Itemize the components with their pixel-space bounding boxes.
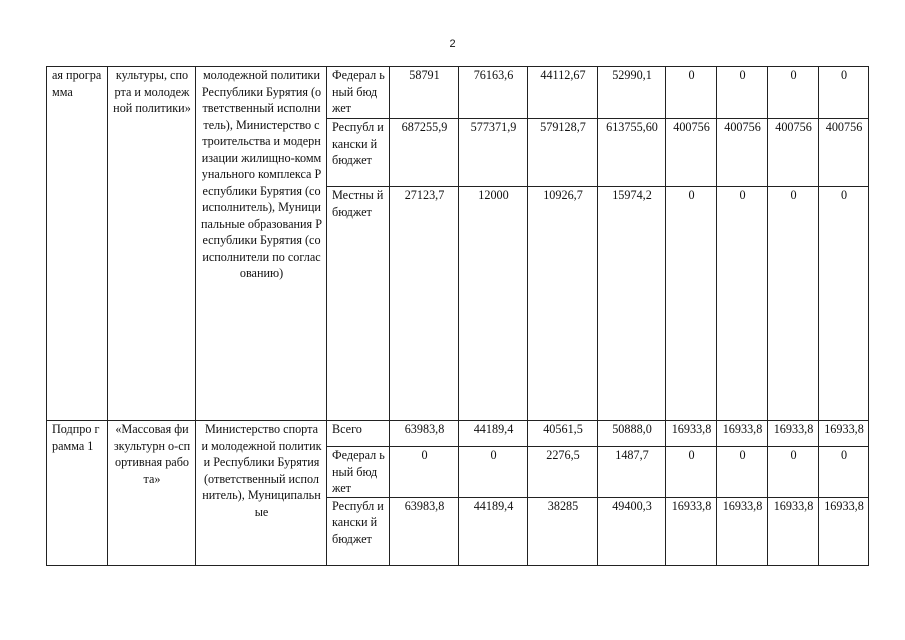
value-cell: 0 [459, 447, 528, 498]
value-cell: 687255,9 [390, 119, 459, 187]
value-cell: 0 [819, 187, 869, 421]
funding-source-cell: Федерал ьный бюджет [327, 67, 390, 119]
value-cell: 0 [666, 187, 717, 421]
table-body [47, 67, 869, 566]
value-cell: 0 [717, 447, 768, 498]
value-cell: 50888,0 [598, 421, 666, 447]
page-number: 2 [449, 38, 456, 50]
value-cell: 38285 [528, 497, 598, 565]
executor-cell: Министерство спорта и молодежной политики Республики Бурятия (ответственный исполнитель), Муниципальные [196, 421, 327, 566]
funding-source-cell: Всего [327, 421, 390, 447]
funding-source-cell: Федерал ьный бюджет [327, 447, 390, 498]
value-cell: 52990,1 [598, 67, 666, 119]
value-cell: 2276,5 [528, 447, 598, 498]
executor-cell: молодежной политики Республики Бурятия (ответственный исполнитель), Министерство строительства и модернизации жилищно-коммунального комплекса Республики Бурятия (соисполнитель), Муниципальные образования Республики Бурятия (соисполнители по согласованию) [196, 67, 327, 421]
value-cell: 577371,9 [459, 119, 528, 187]
value-cell: 63983,8 [390, 421, 459, 447]
value-cell: 76163,6 [459, 67, 528, 119]
value-cell: 0 [717, 67, 768, 119]
value-cell: 0 [819, 447, 869, 498]
value-cell: 12000 [459, 187, 528, 421]
value-cell: 0 [666, 447, 717, 498]
value-cell: 400756 [768, 119, 819, 187]
value-cell: 15974,2 [598, 187, 666, 421]
value-cell: 10926,7 [528, 187, 598, 421]
value-cell: 58791 [390, 67, 459, 119]
value-cell: 27123,7 [390, 187, 459, 421]
value-cell: 0 [666, 67, 717, 119]
value-cell: 613755,60 [598, 119, 666, 187]
value-cell: 16933,8 [768, 421, 819, 447]
funding-source-cell: Местны й бюджет [327, 187, 390, 421]
title-cell: «Массовая физкультурн о-спортивная работа» [108, 421, 196, 566]
value-cell: 0 [390, 447, 459, 498]
value-cell: 0 [819, 67, 869, 119]
program-cell: Подпро грамма 1 [47, 421, 108, 566]
value-cell: 579128,7 [528, 119, 598, 187]
value-cell: 16933,8 [819, 497, 869, 565]
value-cell: 0 [717, 187, 768, 421]
value-cell: 400756 [819, 119, 869, 187]
value-cell: 400756 [717, 119, 768, 187]
value-cell: 44189,4 [459, 421, 528, 447]
value-cell: 400756 [666, 119, 717, 187]
funding-source-cell: Республ икански й бюджет [327, 119, 390, 187]
value-cell: 16933,8 [819, 421, 869, 447]
table-row [47, 421, 869, 447]
value-cell: 0 [768, 67, 819, 119]
value-cell: 16933,8 [717, 421, 768, 447]
table-row [47, 67, 869, 119]
value-cell: 44112,67 [528, 67, 598, 119]
budget-table [46, 66, 869, 566]
funding-source-cell: Республ икански й бюджет [327, 497, 390, 565]
value-cell: 49400,3 [598, 497, 666, 565]
value-cell: 0 [768, 447, 819, 498]
value-cell: 63983,8 [390, 497, 459, 565]
value-cell: 16933,8 [666, 421, 717, 447]
value-cell: 0 [768, 187, 819, 421]
value-cell: 40561,5 [528, 421, 598, 447]
value-cell: 16933,8 [717, 497, 768, 565]
value-cell: 16933,8 [768, 497, 819, 565]
value-cell: 16933,8 [666, 497, 717, 565]
title-cell: культуры, спорта и молодежной политики» [108, 67, 196, 421]
value-cell: 1487,7 [598, 447, 666, 498]
program-cell: ая програ мма [47, 67, 108, 421]
value-cell: 44189,4 [459, 497, 528, 565]
